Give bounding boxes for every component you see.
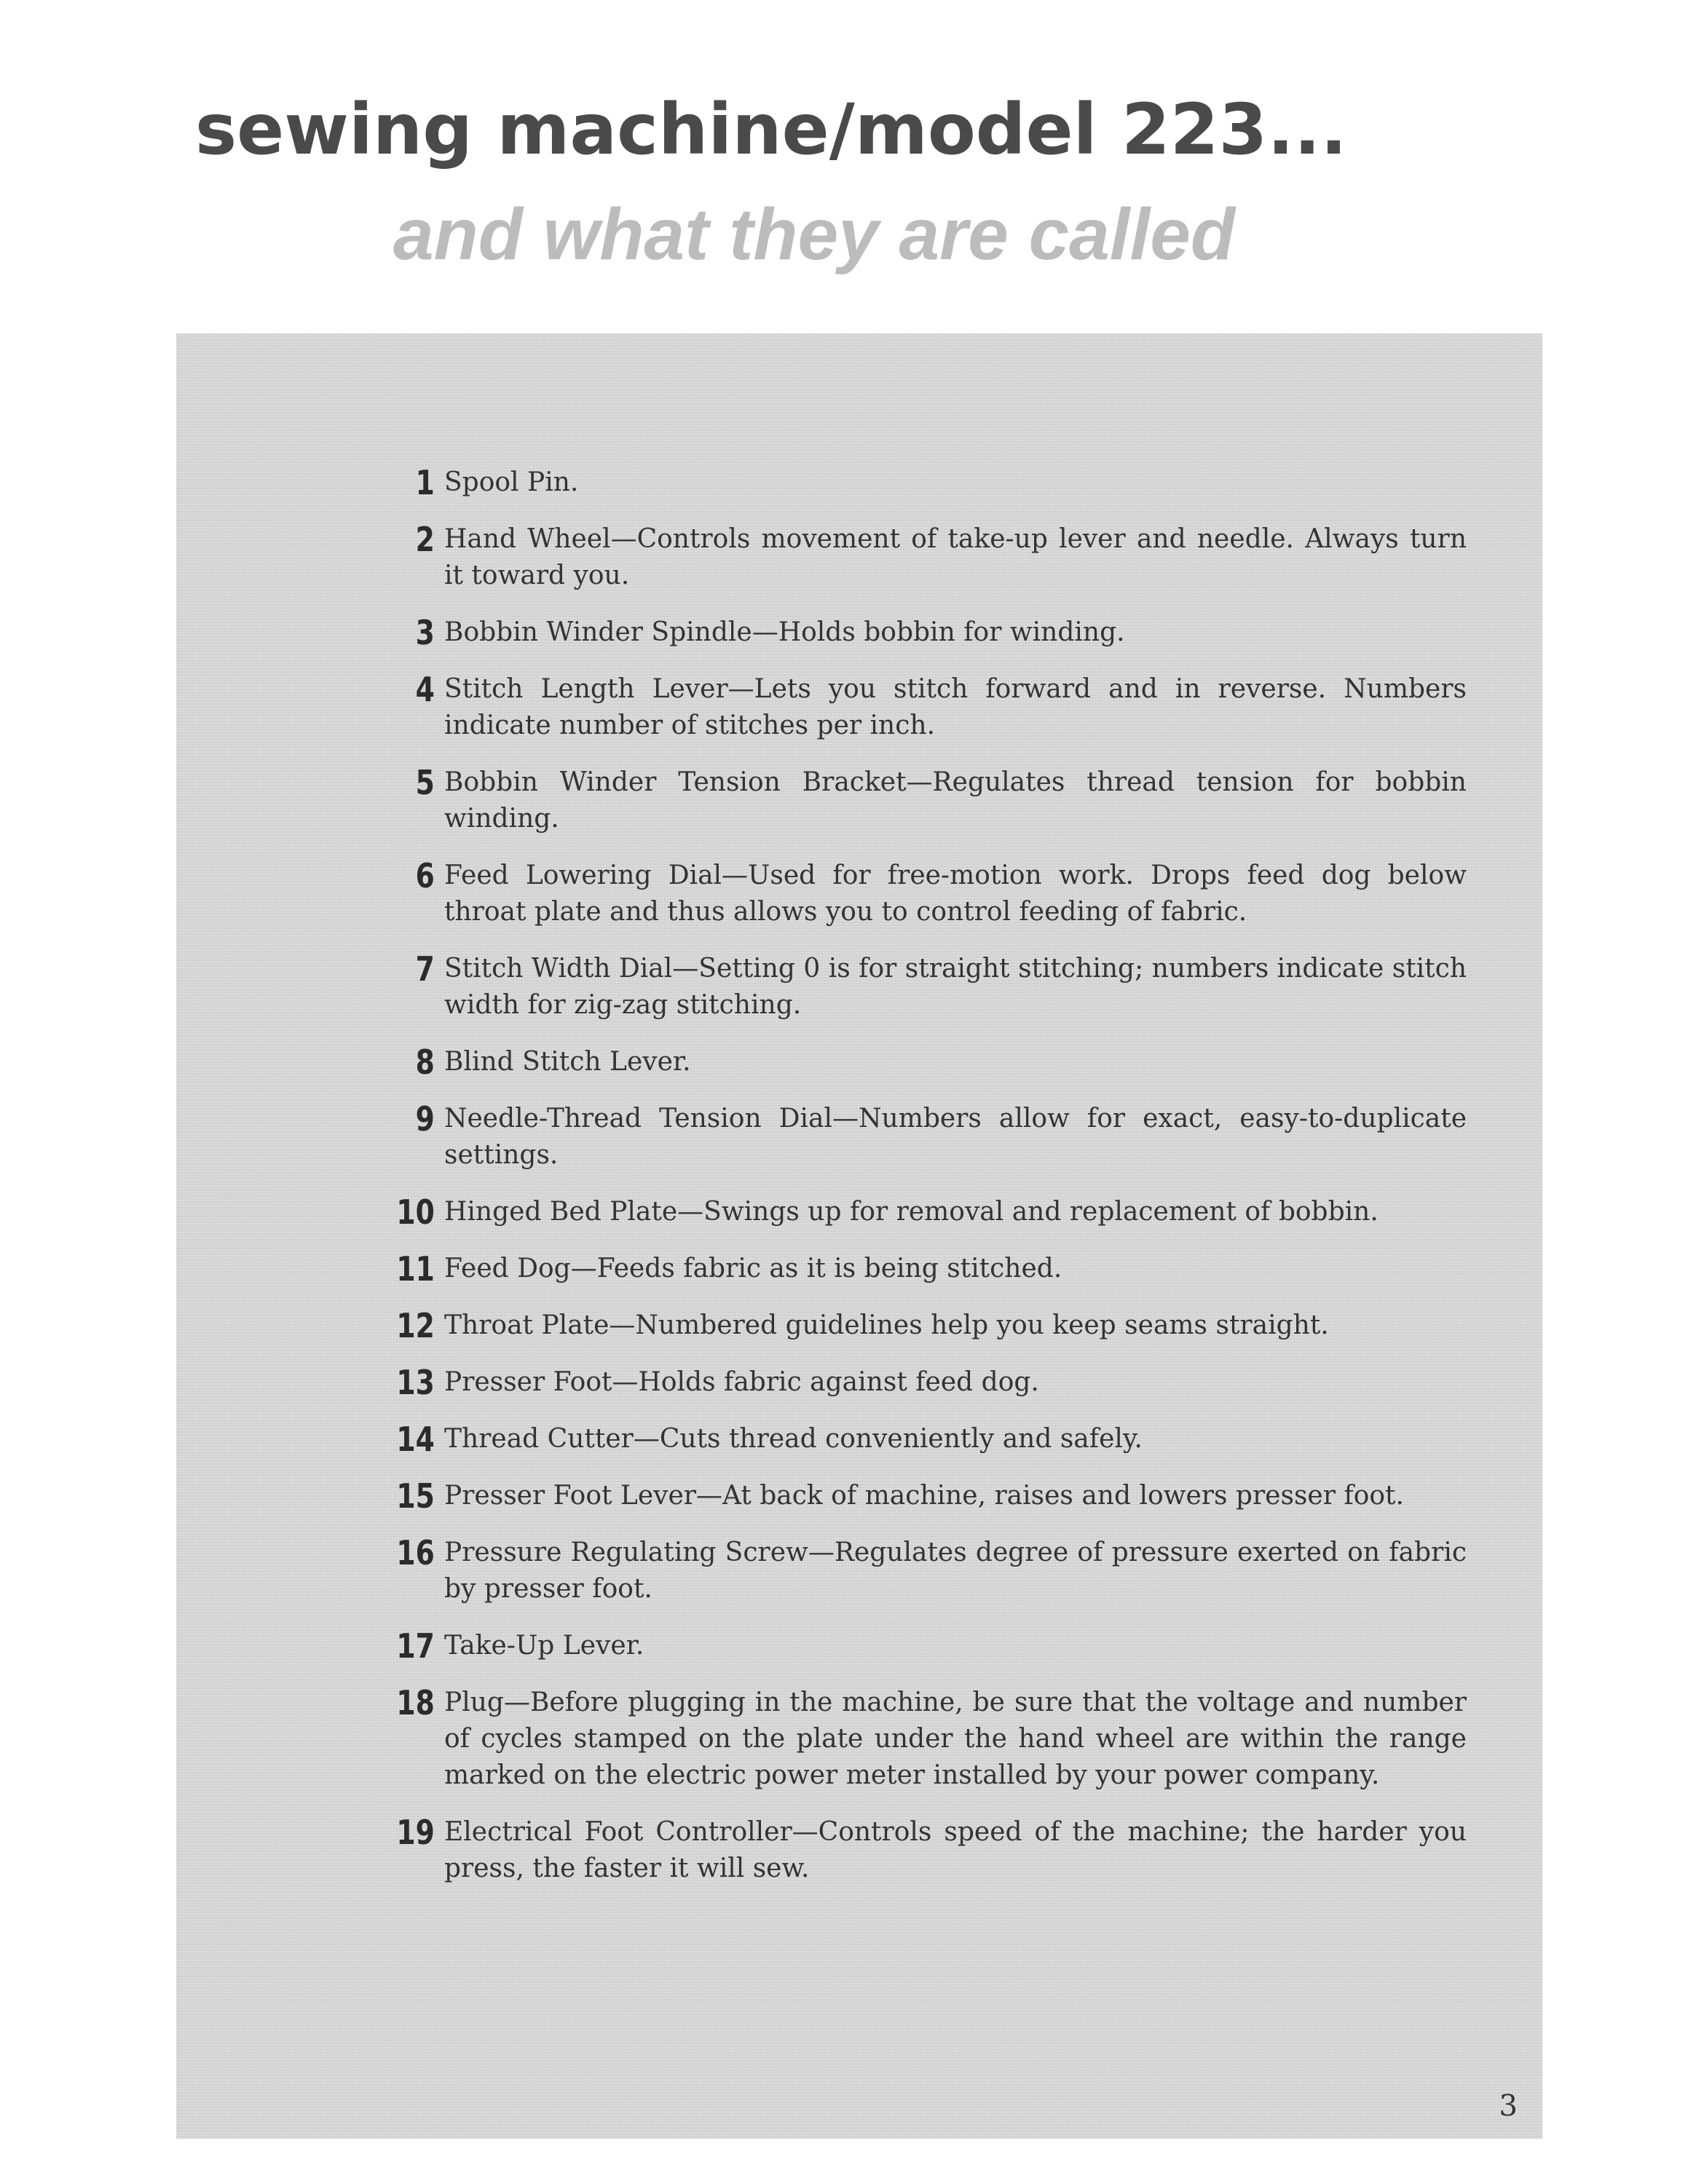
part-description: Plug—Before plugging in the machine, be sure that the voltage and number of cycles stamped on the plate under the hand wheel are within the range marked on the electric power meter installed by your power company.: [444, 1688, 1467, 1790]
part-description: Presser Foot—Holds fabric against feed dog.: [444, 1367, 1039, 1397]
part-description: Needle-Thread Tension Dial—Numbers allow for exact, easy-to-duplicate settings.: [444, 1104, 1467, 1170]
part-item: [374, 1628, 1467, 1664]
part-item: [374, 1044, 1467, 1080]
part-description: Take-Up Lever.: [444, 1631, 644, 1661]
part-number: 17: [396, 1626, 435, 1666]
part-item: [374, 1251, 1467, 1287]
part-item: [374, 1535, 1467, 1607]
part-description: Presser Foot Lever—At back of machine, raises and lowers presser foot.: [444, 1481, 1404, 1511]
part-number: 3: [415, 613, 435, 652]
part-number: 15: [396, 1476, 435, 1516]
part-item: [374, 764, 1467, 837]
part-item: [374, 1307, 1467, 1344]
part-description: Hinged Bed Plate—Swings up for removal and replacement of bobbin.: [444, 1197, 1379, 1227]
part-item: [374, 1814, 1467, 1887]
part-item: [374, 1685, 1467, 1794]
page-subtitle: and what they are called: [393, 194, 1235, 275]
part-number: 6: [415, 856, 435, 895]
part-number: 4: [415, 670, 435, 709]
part-number: 10: [396, 1192, 435, 1232]
parts-list: [374, 464, 1467, 1907]
part-number: 11: [396, 1249, 435, 1289]
part-number: 12: [396, 1306, 435, 1345]
part-description: Bobbin Winder Spindle—Holds bobbin for winding.: [444, 617, 1125, 647]
part-number: 7: [415, 949, 435, 989]
part-number: 2: [415, 520, 435, 559]
part-number: 18: [396, 1683, 435, 1722]
part-number: 9: [415, 1099, 435, 1139]
part-number: 16: [396, 1533, 435, 1572]
part-description: Stitch Width Dial—Setting 0 is for straight stitching; numbers indicate stitch width for zig-zag stitching.: [444, 954, 1467, 1020]
part-description: Feed Lowering Dial—Used for free-motion work. Drops feed dog below throat plate and thus allows you to control feeding of fabric.: [444, 860, 1467, 927]
part-description: Hand Wheel—Controls movement of take-up lever and needle. Always turn it toward you.: [444, 524, 1467, 590]
part-item: [374, 1194, 1467, 1230]
part-number: 8: [415, 1042, 435, 1082]
part-number: 5: [415, 763, 435, 802]
part-item: [374, 614, 1467, 651]
part-description: Stitch Length Lever—Lets you stitch forward and in reverse. Numbers indicate number of stitches per inch.: [444, 674, 1467, 740]
part-description: Bobbin Winder Tension Bracket—Regulates thread tension for bobbin winding.: [444, 767, 1467, 834]
part-item: [374, 671, 1467, 744]
part-item: [374, 464, 1467, 501]
part-description: Thread Cutter—Cuts thread conveniently and safely.: [444, 1424, 1143, 1454]
part-item: [374, 521, 1467, 594]
part-description: Pressure Regulating Screw—Regulates degree of pressure exerted on fabric by presser foot.: [444, 1538, 1467, 1604]
part-description: Spool Pin.: [444, 467, 579, 497]
part-item: [374, 1478, 1467, 1514]
parts-panel: [176, 333, 1542, 2139]
part-item: [374, 951, 1467, 1024]
part-number: 14: [396, 1420, 435, 1459]
part-item: [374, 1101, 1467, 1174]
part-number: 19: [396, 1813, 435, 1852]
part-number: 1: [415, 463, 435, 502]
part-description: Throat Plate—Numbered guidelines help you keep seams straight.: [444, 1310, 1329, 1340]
part-item: [374, 1421, 1467, 1457]
page-number: 3: [1499, 2089, 1518, 2123]
part-description: Blind Stitch Lever.: [444, 1047, 691, 1077]
part-number: 13: [396, 1363, 435, 1402]
part-item: [374, 1364, 1467, 1401]
part-item: [374, 858, 1467, 930]
page-title: sewing machine/model 223...: [195, 89, 1347, 170]
part-description: Feed Dog—Feeds fabric as it is being stitched.: [444, 1254, 1062, 1283]
part-description: Electrical Foot Controller—Controls speed of the machine; the harder you press, the faster it will sew.: [444, 1817, 1467, 1883]
